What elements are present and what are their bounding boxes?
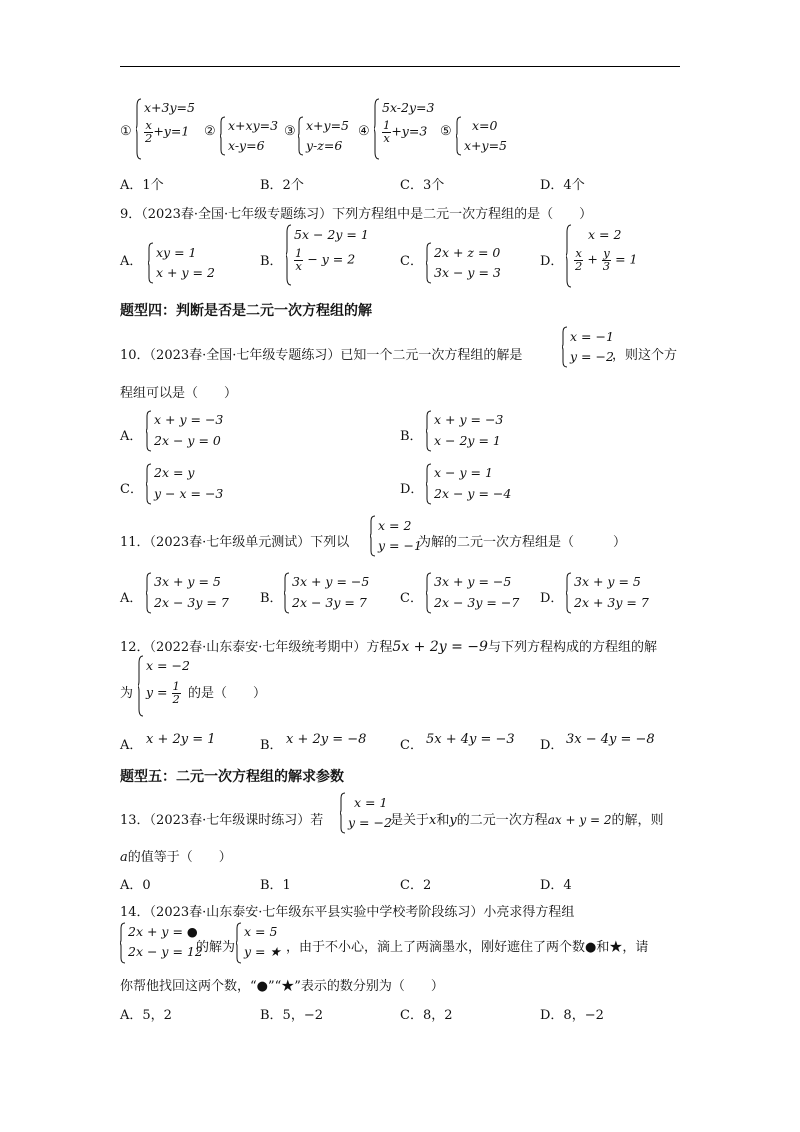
brace-icon — [456, 116, 462, 156]
q11-stem-b: 为解的二元一次方程组是（ ） — [418, 535, 627, 550]
q13-stem-mid — [390, 809, 663, 828]
brace-icon — [146, 463, 152, 505]
option-d-label[interactable]: D． — [540, 738, 564, 753]
eq: x = −2 — [146, 658, 190, 673]
eq: x + y = 2 — [156, 265, 215, 280]
eq-rest: +y=1 — [153, 123, 190, 139]
q12-stem-a: 12．（2022春·山东泰安·七年级统考期中）方程 — [120, 640, 393, 655]
option-d-eq[interactable]: 3x − 4y = −8 — [566, 732, 655, 747]
eq-lhs: y = — [146, 684, 168, 700]
option-d[interactable]: D．4个 — [540, 178, 585, 193]
option-b-system[interactable] — [286, 224, 376, 286]
marker-2: ② — [204, 124, 216, 139]
eq — [146, 681, 181, 705]
option-d-system[interactable] — [566, 572, 666, 614]
brace-icon — [426, 572, 432, 614]
brace-icon — [146, 572, 152, 614]
eq: x+y=5 — [464, 138, 508, 153]
eq: y = −1 — [378, 538, 422, 553]
q10-solution — [562, 326, 616, 368]
eq: x = 1 — [354, 795, 388, 810]
frac-den: x — [383, 130, 390, 145]
q12-solution — [138, 655, 188, 717]
q13-stem-e: 的值等于（ ） — [127, 850, 232, 865]
q12-wei: 为 — [120, 686, 134, 701]
eq: x + y = −3 — [154, 412, 224, 427]
option-a-system[interactable] — [148, 242, 228, 284]
eq: 3x + y = −5 — [292, 574, 370, 589]
eq-rest: +y=3 — [391, 123, 428, 139]
option-d-system[interactable] — [566, 224, 656, 288]
plus: + — [587, 251, 598, 267]
option-b-eq[interactable]: x + 2y = −8 — [286, 732, 367, 747]
q8-system-5 — [456, 116, 516, 156]
brace-icon — [562, 326, 568, 368]
option-b[interactable]: B．2个 — [260, 178, 304, 193]
option-a-label[interactable]: A． — [120, 254, 143, 269]
option-a[interactable]: A．1个 — [120, 178, 164, 193]
eq: y-z=6 — [306, 138, 343, 153]
brace-icon — [374, 98, 380, 160]
q8-system-3 — [298, 116, 356, 156]
eq: y = ★ — [244, 944, 281, 959]
marker-1: ① — [120, 124, 132, 139]
option-a-system[interactable] — [146, 572, 246, 614]
brace-icon — [236, 922, 242, 964]
eq — [574, 248, 638, 272]
var-a: a — [120, 850, 128, 865]
eq: 3x + y = 5 — [574, 574, 641, 589]
eq: x=0 — [472, 118, 498, 133]
var-y: y — [449, 813, 457, 828]
eq: 3x + y = −5 — [434, 574, 512, 589]
var-x: x — [429, 813, 437, 828]
frac-den: 2 — [145, 130, 153, 145]
marker-5: ⑤ — [440, 124, 452, 139]
option-b-label[interactable]: B． — [400, 429, 423, 444]
brace-icon — [120, 922, 126, 964]
option-b-label[interactable]: B． — [260, 738, 283, 753]
option-c-system[interactable] — [426, 572, 526, 614]
eq — [144, 120, 189, 144]
frac-den: x — [295, 258, 302, 273]
brace-icon — [340, 792, 346, 834]
q11-solution — [370, 515, 420, 557]
frac-num: y — [603, 246, 610, 260]
option-a-label[interactable]: A． — [120, 738, 143, 753]
eq: x+y=5 — [306, 118, 350, 133]
q10-stem-b: ，则这个方 — [612, 348, 678, 363]
header-rule — [120, 66, 680, 67]
brace-icon — [136, 98, 142, 160]
q13-stem-d: 的解，则 — [611, 813, 664, 828]
q14-stem: 14．（2023春·山东泰安·七年级东平县实验中学校考阶段练习）小亮求得方程组 — [120, 905, 575, 920]
eq: 2x − 3y = 7 — [292, 595, 367, 610]
option-c-label[interactable]: C． — [400, 738, 423, 753]
section-heading-4: 题型四：判断是否是二元一次方程组的解 — [120, 303, 372, 319]
option-b-label[interactable]: B． — [260, 591, 283, 606]
q14-text-b: 你帮他找回这两个数，“●”“★”表示的数分别为（ ） — [120, 979, 444, 994]
q13-stem-b: 是关于 — [390, 813, 430, 828]
eq: y − x = −3 — [154, 486, 224, 501]
q13-stem-line2 — [120, 846, 232, 865]
eq: x = 5 — [244, 924, 278, 939]
frac-num: 1 — [383, 118, 391, 132]
brace-icon — [146, 410, 152, 452]
brace-icon — [148, 242, 154, 284]
eq: x − y = 1 — [434, 465, 493, 480]
q13-stem-c: 的二元一次方程 — [456, 813, 548, 828]
brace-icon — [220, 116, 226, 156]
q9-stem: 9．（2023春·全国·七年级专题练习）下列方程组中是二元一次方程组的是（ ） — [120, 207, 593, 222]
q12-equation: 5x + 2y = −9 — [392, 639, 488, 655]
eq: 5x-2y=3 — [382, 100, 435, 115]
eq: x = 2 — [378, 518, 412, 533]
option-a[interactable]: A．5，2 — [120, 1008, 172, 1023]
q8-system-4 — [374, 98, 438, 160]
frac-den: 2 — [575, 258, 583, 273]
option-a-label[interactable]: A． — [120, 429, 143, 444]
option-c-system[interactable] — [146, 463, 246, 505]
q10-stem — [120, 344, 522, 363]
q11-stem-a: 11．（2023春·七年级单元测试）下列以 — [120, 535, 350, 550]
brace-icon — [138, 655, 144, 717]
frac-num: x — [575, 246, 582, 260]
eq: x-y=6 — [228, 138, 265, 153]
brace-icon — [426, 242, 432, 284]
frac-num: 1 — [172, 679, 180, 693]
eq: x = −1 — [570, 329, 614, 344]
q13-he: 和 — [436, 813, 450, 828]
eq — [382, 120, 427, 144]
option-c-label[interactable]: C． — [400, 254, 423, 269]
q14-system — [120, 922, 203, 964]
brace-icon — [286, 224, 292, 286]
eq-rest: − y = 2 — [307, 251, 356, 267]
option-d-label[interactable]: D． — [400, 482, 424, 497]
eq: 2x = y — [154, 465, 195, 480]
option-b-system[interactable] — [426, 410, 526, 452]
eq: 2x − y = −4 — [434, 486, 512, 501]
option-c-label[interactable]: C． — [120, 482, 143, 497]
q14-de-jie-wei: 的解为 — [196, 940, 236, 955]
option-c[interactable]: C．3个 — [400, 178, 445, 193]
eq: 3x − y = 3 — [434, 265, 501, 280]
eq: x+xy=3 — [228, 118, 279, 133]
brace-icon — [426, 463, 432, 505]
option-c-label[interactable]: C． — [400, 591, 423, 606]
option-a[interactable]: A．0 — [120, 878, 151, 893]
option-c[interactable]: C．8，2 — [400, 1008, 453, 1023]
option-a-eq[interactable]: x + 2y = 1 — [146, 732, 216, 747]
frac-den: 2 — [172, 691, 180, 706]
eq-rest: = 1 — [615, 251, 638, 267]
option-c[interactable]: C．2 — [400, 878, 432, 893]
option-d-system[interactable] — [426, 463, 526, 505]
option-b[interactable]: B．1 — [260, 878, 291, 893]
q13-equation: ax + y = 2 — [547, 813, 612, 827]
frac-num: x — [145, 118, 152, 132]
option-a-label[interactable]: A． — [120, 591, 143, 606]
eq — [294, 248, 355, 272]
eq: 2x − 3y = 7 — [154, 595, 229, 610]
frac-den: 3 — [602, 258, 611, 273]
eq: y = −2 — [348, 815, 392, 830]
eq: 2x − y = 0 — [154, 433, 221, 448]
option-c-system[interactable] — [426, 242, 516, 284]
marker-4: ④ — [358, 124, 370, 139]
eq: x + y = −3 — [434, 412, 504, 427]
eq: 2x − 3y = −7 — [434, 595, 520, 610]
option-d[interactable]: D．4 — [540, 878, 572, 893]
option-b-label[interactable]: B． — [260, 254, 283, 269]
q10-stem-a: 10．（2023春·全国·七年级专题练习）已知一个二元一次方程组的解是 — [120, 348, 523, 363]
marker-3: ③ — [284, 124, 296, 139]
eq: y = −2 — [570, 349, 614, 364]
option-b-system[interactable] — [284, 572, 384, 614]
eq: 2x − y = 12 — [128, 944, 203, 959]
brace-icon — [426, 410, 432, 452]
option-b[interactable]: B．5，−2 — [260, 1008, 323, 1023]
brace-icon — [298, 116, 304, 156]
brace-icon — [566, 224, 572, 288]
brace-icon — [566, 572, 572, 614]
eq: 5x − 2y = 1 — [294, 227, 369, 242]
q8-system-2 — [220, 116, 282, 156]
eq: 2x + z = 0 — [434, 245, 501, 260]
brace-icon — [284, 572, 290, 614]
q10-stem-c: 程组可以是（ ） — [120, 386, 238, 401]
q13-solution — [340, 792, 392, 834]
q12-stem-c: 的是（ ） — [188, 686, 267, 701]
q12-stem-line1 — [120, 636, 657, 655]
option-c-eq[interactable]: 5x + 4y = −3 — [426, 732, 515, 747]
brace-icon — [370, 515, 376, 557]
option-d[interactable]: D．8，−2 — [540, 1008, 604, 1023]
eq: x = 2 — [588, 227, 622, 242]
option-d-label[interactable]: D． — [540, 591, 564, 606]
eq: 3x + y = 5 — [154, 574, 221, 589]
eq: xy = 1 — [156, 245, 197, 260]
q8-system-1 — [136, 98, 196, 160]
eq: x+3y=5 — [144, 100, 195, 115]
q14-solution — [236, 922, 286, 964]
eq: x − 2y = 1 — [434, 433, 501, 448]
eq: 2x + 3y = 7 — [574, 595, 649, 610]
section-heading-5: 题型五：二元一次方程组的解求参数 — [120, 769, 344, 785]
q12-stem-b: 与下列方程构成的方程组的解 — [487, 640, 657, 655]
q14-text-a: ，由于不小心，滴上了两滴墨水，刚好遮住了两个数●和★，请 — [286, 940, 649, 955]
frac-num: 1 — [295, 246, 303, 260]
q13-stem-a: 13．（2023春·七年级课时练习）若 — [120, 813, 324, 828]
eq: 2x + y = ● — [128, 924, 198, 939]
option-d-label[interactable]: D． — [540, 254, 564, 269]
option-a-system[interactable] — [146, 410, 246, 452]
